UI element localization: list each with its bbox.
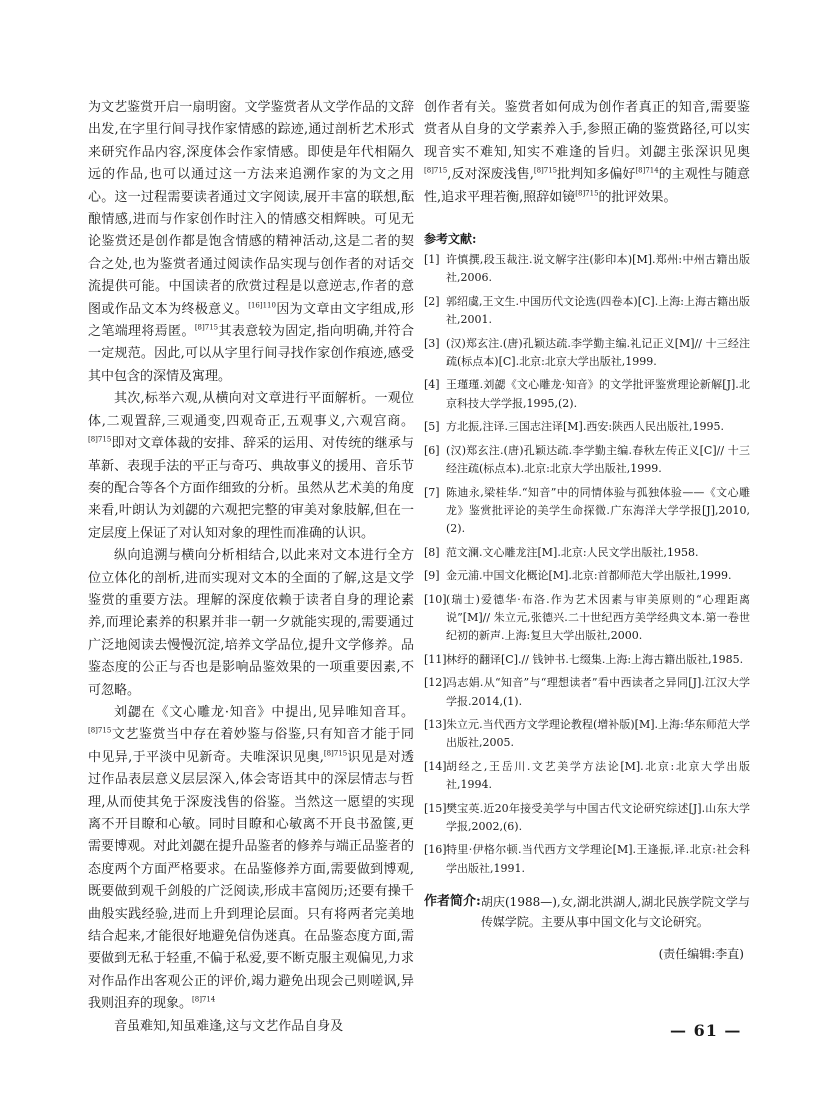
author-bio-text: 胡庆(1988—),女,湖北洪湖人,湖北民族学院文学与传媒学院。主要从事中国文化与文论研究。 (480, 895, 750, 930)
body-paragraph-1: 为文艺鉴赏开启一扇明窗。文学鉴赏者从文学作品的文辞出发,在字里行间寻找作家情感的踪迹,通过剖析艺术形式来研究作品内容,深度体会作家情感。即使是年代相隔久远的作品,也可以通过这一方法来追溯作家的为文之用心。这一过程需要读者通过文字阅读,展开丰富的联想,酝酿情感,进而与作家创作时注入的情感交相辉映。可见无论鉴赏还是创作都是饱含情感的精神活动,这是二者的契合之处,也为鉴赏者通过阅读作品实现与创作者的对话交流提供可能。中国读者的欣赏过程是以意逆志,作者的意图或作品文本为终极意义。$^{[16]110}$因为文章由文字组成,形之笔端理将焉匿。$^{[8]715}$其表意较为固定,指向明确,并符合一定规范。因此,可以从字里行间寻找作家创作痕迹,感受其中包含的深情及寓理。 (88, 100, 414, 384)
responsible-editor: (责任编辑:李直) (658, 947, 744, 962)
reference-item: [15] 樊宝英.近20年接受美学与中国古代文论研究综述[J].山东大学学报,2002,(6). (424, 801, 750, 833)
reference-item: [7] 陈迪永,梁桂华.“知音”中的同情体验与孤独体验——《文心雕龙》鉴赏批评论的美学生命探微.广东海洋大学学报[J],2010,(2). (424, 485, 750, 536)
reference-item: [10] (瑞士)爱德华·布洛.作为艺术因素与审美原则的“心理距离说”[M]// 朱立元,张德兴.二十世纪西方美学经典文本.第一卷世纪初的新声.上海:复旦大学出版社,2000. (424, 592, 750, 643)
body-paragraph-4: 刘勰在《文心雕龙·知音》中提出,见异唯知音耳。$^{[8]715}$文艺鉴赏当中存在着妙鉴与俗鉴,只有知音才能于同中见异,于平淡中见新奇。夫唯深识见奥,$^{[8]715}$识见是对透过作品表层意义层层深入,体会寄语其中的深层情志与哲理,从而使其免于深废浅售的俗鉴。当然这一愿望的实现离不开目瞭和心敏。同时目瞭和心敏离不开良书盈箧,更需要博观。对此刘勰在提升品鉴者的修养与端正品鉴者的态度两个方面严格要求。在品鉴修养方面,需要做到博观,既要做到观千剑般的广泛阅读,形成丰富阅历;还要有操千曲般实践经验,进而上升到理论层面。只有将两者完美地结合起来,才能很好地避免信伪迷真。在品鉴态度方面,需要做到无私于轻重,不偏于私爱,要不断克服主观偏见,力求对作品作出客观公正的评价,竭力避免出现会己则嗟讽,异我则沮弃的现象。$^{[8]714}$ (88, 704, 414, 1012)
reference-item: [2] 郭绍虞,王文生.中国历代文论选(四卷本)[C].上海:上海古籍出版社,2001. (424, 294, 750, 327)
body-paragraph-5: 音虽难知,知虽难逢,这与文艺作品自身及 (114, 1018, 344, 1034)
reference-item: [4] 王瑾瑾.刘勰《文心雕龙·知音》的文学批评鉴赏理论新解[J].北京科技大学学报,1995,(2). (424, 378, 750, 410)
reference-item: [5] 方北振,注译.三国志注译[M].西安:陕西人民出版社,1995. (424, 420, 725, 434)
reference-item: [12] 冯志娟.从“知音”与“理想读者”看中西读者之异同[J].江汉大学学报.2014,(1). (424, 676, 750, 708)
body-paragraph-2: 其次,标举六观,从横向对文章进行平面解析。一观位体,二观置辞,三观通变,四观奇正,五观事义,六观宫商。$^{[8]715}$即对文章体裁的安排、辞采的运用、对传统的继承与革新、表现手法的平正与奇巧、典故事义的援用、音乐节奏的配合等各个方面作细致的分析。虽然从艺术美的角度来看,叶朗认为刘勰的六观把完整的审美对象肢解,但在一定层度上保证了对认知对象的理性而准确的认识。 (88, 391, 414, 541)
reference-item: [3] (汉)郑玄注.(唐)孔颖达疏.李学勤主编.礼记正义[M]// 十三经注疏(标点本)[C].北京:北京大学出版社,1999. (424, 336, 750, 369)
body-paragraph-continued: 创作者有关。鉴赏者如何成为创作者真正的知音,需要鉴赏者从自身的文学素养入手,参照正确的鉴赏路径,可以实现音实不难知,知实不难逢的旨归。刘勰主张深识见奥$^{[8]715}$,反对深废浅售,$^{[8]715}$批判知多偏好$^{[8]714}$的主观性与随意性,追求平理若衡,照辞如镜$^{[8]715}$的批评效果。 (424, 100, 750, 205)
reference-item: [11] 林纾的翻译[C].// 钱钟书.七缀集.上海:上海古籍出版社,1985. (424, 652, 744, 666)
author-bio-label: 作者简介: (424, 894, 481, 910)
reference-item: [16] 特里·伊格尔顿.当代西方文学理论[M].王逢振,译.北京:社会科学出版社,1991. (424, 843, 750, 875)
author-bio (424, 892, 750, 932)
body-paragraph-3: 纵向追溯与横向分析相结合,以此来对文本进行全方位立体化的剖析,进而实现对文本的全面的了解,这是文学鉴赏的重要方法。理解的深度依赖于读者自身的理论素养,而理论素养的积累并非一朝一夕就能实现的,需要通过广泛地阅读去慢慢沉淀,培养文学品位,提升文学修养。品鉴态度的公正与否也是影响品鉴效果的一项重要因素,不可忽略。 (88, 548, 414, 698)
left-column (88, 97, 414, 1038)
right-column (424, 97, 750, 964)
references-heading: 参考文献: (424, 232, 477, 247)
references-list (424, 251, 750, 878)
reference-item: [14] 胡经之,王岳川.文艺美学方法论[M].北京:北京大学出版社,1994. (424, 759, 750, 792)
reference-item: [9] 金元浦.中国文化概论[M].北京:首都师范大学出版社,1999. (424, 569, 732, 583)
reference-item: [8] 范文澜.文心雕龙注[M].北京:人民文学出版社,1958. (424, 545, 699, 559)
reference-item: [6] (汉)郑玄注.(唐)孔颖达疏.李学勤主编.春秋左传正义[C]// 十三经注疏(标点本).北京:北京大学出版社,1999. (424, 443, 750, 476)
reference-item: [13] 朱立元.当代西方文学理论教程(增补版)[M].上海:华东师范大学出版社,2005. (424, 717, 750, 750)
reference-item: [1] 许慎撰,段玉裁注.说文解字注(影印本)[M].郑州:中州古籍出版社,2006. (424, 253, 750, 285)
page-number: — 61 — (670, 1021, 742, 1040)
